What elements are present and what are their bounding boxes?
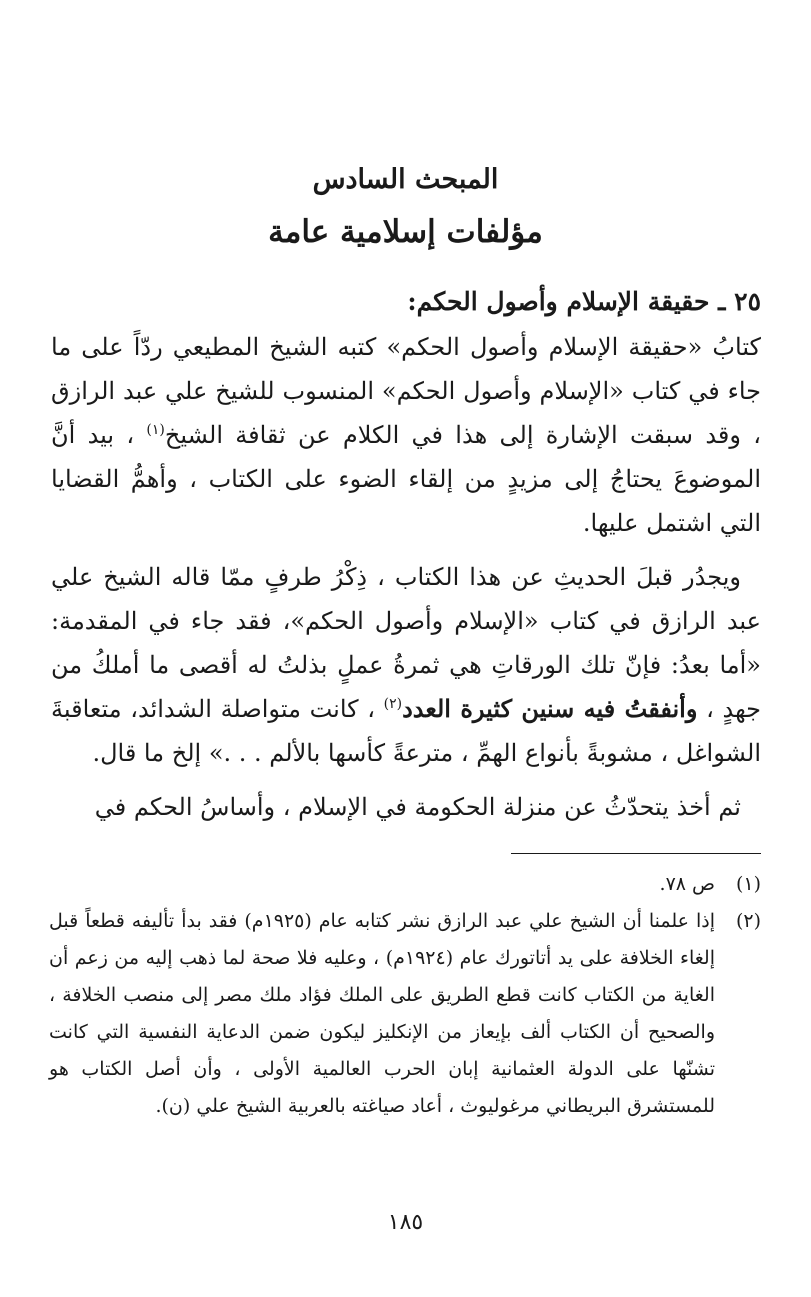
paragraph-text: كتابُ «حقيقة الإسلام وأصول الحكم» كتبه الشيخ المطيعي ردّاً على ما جاء في كتاب «الإسلام وأصول الحكم» المنسوب للشيخ علي عبد الرازق ، وقد سبقت الإشارة إلى هذا في الكلام عن ثقافة الشيخ: [51, 333, 761, 449]
footnote-1: [49, 866, 761, 903]
footnote-number: (٢): [735, 910, 761, 932]
footnote-text: ص ٧٨.: [659, 873, 715, 895]
paragraph-text: ويجدُر قبلَ الحديثِ عن هذا الكتاب ، ذِكْرُ طرفٍ ممّا قاله الشيخ علي عبد الرازق في كتاب «الإسلام وأصول الحكم»، فقد جاء في المقدمة: «أما بعدُ: فإنّ تلك الورقاتِ هي ثمرةُ عملٍ بذلتُ له أقصى ما أملكُ من جهدٍ ،: [51, 563, 761, 723]
page-title: مؤلفات إسلامية عامة: [268, 214, 543, 250]
paragraph-1: [51, 325, 761, 545]
footnote-ref-1: (١): [146, 422, 165, 438]
footnote-text: إذا علمنا أن الشيخ علي عبد الرازق نشر كتابه عام (١٩٢٥م) فقد بدأ تأليفه قطعاً قبل إلغاء الخلافة على يد أتاتورك عام (١٩٢٤م) ، وعليه فلا صحة لما ذهب إليه من زعم أن الغاية من الكتاب كانت قطع الطريق على الملك فؤاد ملك مصر إلى منصب الخلافة ، والصحيح أن الكتاب ألف بإيعاز من الإنكليز ليكون ضمن الدعاية النفسية التي كانت تشنّها على الدولة العثمانية إبان الحرب العالمية الأولى ، وأن أصل الكتاب هو للمستشرق البريطاني مرغوليوث ، أعاد صياغته بالعربية الشيخ علي (ن).: [49, 910, 715, 1117]
chapter-heading: المبحث السادس: [312, 164, 499, 195]
footnote-divider: [511, 853, 761, 854]
paragraph-2: [51, 555, 761, 775]
footnote-2: [49, 903, 761, 1125]
footnotes: [49, 866, 761, 1125]
bold-phrase: وأنفقتُ فيه سنين كثيرة العدد: [402, 694, 698, 723]
page-number: ١٨٥: [387, 1210, 424, 1235]
footnote-number: (١): [735, 873, 761, 895]
paragraph-text: ، بيد أنَّ الموضوعَ يحتاجُ إلى مزيدٍ من إلقاء الضوء على الكتاب ، وأهمُّ القضايا التي اشتمل عليها.: [51, 421, 761, 537]
paragraph-text: ، كانت متواصلة الشدائد، متعاقبةَ الشواغل ، مشوبةً بأنواع الهمِّ ، مترعةً كأسها بالألم . . .» إلخ ما قال.: [51, 695, 761, 767]
footnote-ref-2: (٢): [383, 696, 403, 712]
section-heading: ٢٥ ـ حقيقة الإسلام وأصول الحكم:: [407, 287, 761, 316]
body-text: [51, 325, 761, 839]
paragraph-3: [51, 785, 761, 829]
paragraph-text: ثم أخذ يتحدّثُ عن منزلة الحكومة في الإسلام ، وأساسُ الحكم في: [94, 793, 741, 821]
